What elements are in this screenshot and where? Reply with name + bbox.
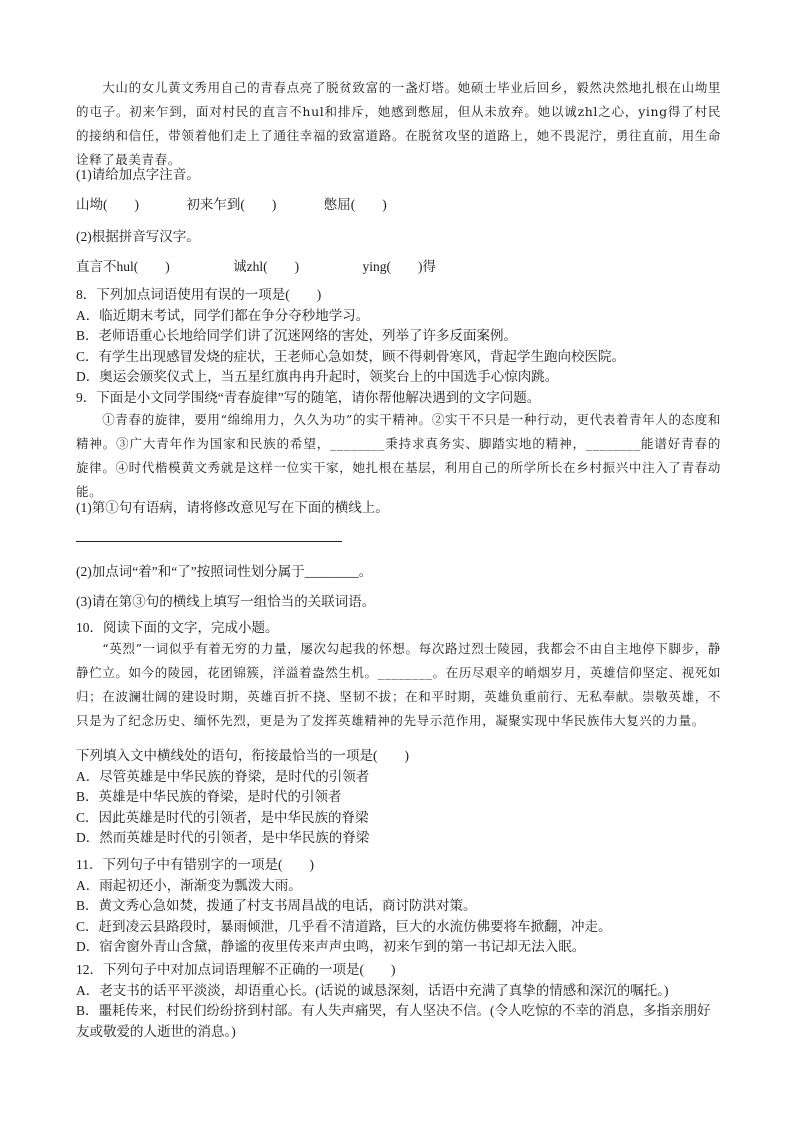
q9-sub3-block — [76, 592, 721, 613]
q10-option-c: C．因此英雄是时代的引领者，是中华民族的脊梁 — [76, 809, 369, 825]
q10-passage: “英烈”一词似乎有着无穷的力量，屡次勾起我的怀想。每次路过烈士陵园，我都会不由自主地停下脚步，静静伫立。如今的陵园，花团锦簇，洋溢着盎然生机。________。在历尽艰辛的峭烟岁月，英雄信仰坚定、视死如归；在波澜壮阔的建设时期，英雄百折不挠、坚韧不拔；在和平时期，英雄负重前行、无私奉献。崇敬英雄，不只是为了纪念历史、缅怀先烈，更是为了发挥英雄精神的先导示范作用，凝聚实现中华民族伟大复兴的力量。 — [76, 641, 721, 728]
q8-option-a: A．临近期末考试，同学们都在争分夺秒地学习。 — [76, 307, 370, 323]
q11-option-d: D．宿舍窗外青山含黛，静谧的夜里传来声声虫鸣，初来乍到的第一书记却无法入眠。 — [76, 939, 586, 955]
q11-option-c: C．赶到凌云县路段时，暴雨倾泄，几乎看不清道路，巨大的水流仿佛要将车掀翻，冲走。 — [76, 918, 612, 934]
q7-passage: 大山的女儿黄文秀用自己的青春点亮了脱贫致富的一盏灯塔。她硕士毕业后回乡，毅然决然地扎根在山坳里的屯子。初来乍到，面对村民的直言不hul和排斥，她感到憋屈，但从未放弃。她以诚zhl之心，ying得了村民的接纳和信任，带领着他们走上了通往幸福的致富道路。在脱贫攻坚的道路上，她不畏泥泞，勇往直前，用生命诠释了最美青春。 — [76, 80, 721, 167]
q9-answer-line[interactable] — [76, 541, 342, 542]
q12-section — [76, 960, 721, 1042]
q9-sub2-block — [76, 562, 721, 583]
q7-sub1-prompt: (1)请给加点字注音。 — [76, 167, 200, 182]
q7-sub2-items — [76, 257, 721, 287]
q10-stem-block — [76, 618, 721, 639]
q12-option-a: A．老支书的话平平淡淡，却语重心长。(话说的诚恳深刻，话语中充满了真挚的情感和深沉的嘱托。) — [76, 982, 669, 998]
q9-sub2: (2)加点词“着”和“了”按照词性划分属于________。 — [76, 564, 373, 579]
q11-stem: 11．下列句子中有错别字的一项是( ) — [76, 857, 314, 872]
q10-option-b: B．英雄是中华民族的脊梁，是时代的引领者 — [76, 789, 342, 805]
q8-option-c: C．有学生出现感冒发烧的症状，王老师心急如焚，顾不得刺骨寒风，背起学生跑向校医院。 — [76, 348, 626, 364]
q10-passage-block — [76, 637, 721, 733]
q7-sub1-item-1: 山坳( ) — [76, 197, 139, 212]
q9-sub1: (1)第①句有语病，请将修改意见写在下面的横线上。 — [76, 500, 389, 515]
q9-sub3: (3)请在第③句的横线上填写一组恰当的关联词语。 — [76, 594, 376, 609]
q10-question: 下列填入文中横线处的语句，衔接最恰当的一项是( ) — [76, 748, 409, 763]
q9-stem: 9．下面是小文同学围绕“青春旋律”写的随笔，请你帮他解决遇到的文字问题。 — [76, 390, 541, 405]
q7-sub1-item-2: 初来乍到( ) — [186, 197, 277, 212]
q7-sub2-prompt: (2)根据拼音写汉字。 — [76, 229, 200, 244]
q11-option-a: A．雨起初还小，渐渐变为瓢泼大雨。 — [76, 877, 302, 893]
q8-stem: 8．下列加点词语使用有误的一项是( ) — [76, 287, 322, 302]
q10-stem: 10．阅读下面的文字，完成小题。 — [76, 620, 279, 635]
q11-option-b: B．黄文秀心急如焚，拨通了村支书周昌战的电话，商讨防洪对策。 — [76, 898, 477, 914]
q7-sub1-items — [76, 195, 721, 227]
q10-question-block — [76, 746, 721, 849]
q8-option-b: B．老师语重心长地给同学们讲了沉迷网络的害处，列举了许多反面案例。 — [76, 328, 518, 344]
q8-option-d: D．奥运会颁奖仪式上，当五星红旗冉冉升起时，领奖台上的中国选手心惊肉跳。 — [76, 369, 559, 385]
q11-section — [76, 855, 721, 958]
q12-option-b: B．噩耗传来，村民们纷纷挤到村部。有人失声痛哭，有人坚决不信。(令人吃惊的不幸的消息，多指亲朋好友或敬爱的人逝世的消息。) — [76, 1003, 711, 1039]
q10-option-a: A．尽管英雄是中华民族的脊梁，是时代的引领者 — [76, 768, 370, 784]
q12-stem: 12．下列句子中对加点词语理解不正确的一项是( ) — [76, 962, 396, 977]
q7-sub2-item-2: 诚zhl( ) — [233, 259, 300, 274]
q7-section — [76, 165, 721, 287]
q8-section — [76, 285, 721, 388]
q9-passage-block — [76, 408, 721, 504]
q10-option-d: D．然而英雄是时代的引领者，是中华民族的脊梁 — [76, 830, 370, 846]
q7-sub2-item-1: 直言不hul( ) — [76, 259, 170, 274]
q7-sub2-item-3: ying( )得 — [362, 259, 436, 274]
q9-stem-block — [76, 388, 721, 409]
q7-sub1-item-3: 憋屈( ) — [323, 197, 387, 212]
q9-passage: ①青春的旋律，要用“绵绵用力，久久为功”的实干精神。②实干不只是一种行动，更代表着青年人的态度和精神。③广大青年作为国家和民族的希望，________秉持求真务实、脚踏实地的精神，________能谱好青春的旋律。④时代楷模黄文秀就是这样一位实干家，她扎根在基层，利用自己的所学所长在乡村振兴中注入了青春动能。 — [76, 412, 721, 499]
q7-passage-block — [76, 76, 721, 172]
q9-sub1-block — [76, 498, 721, 519]
